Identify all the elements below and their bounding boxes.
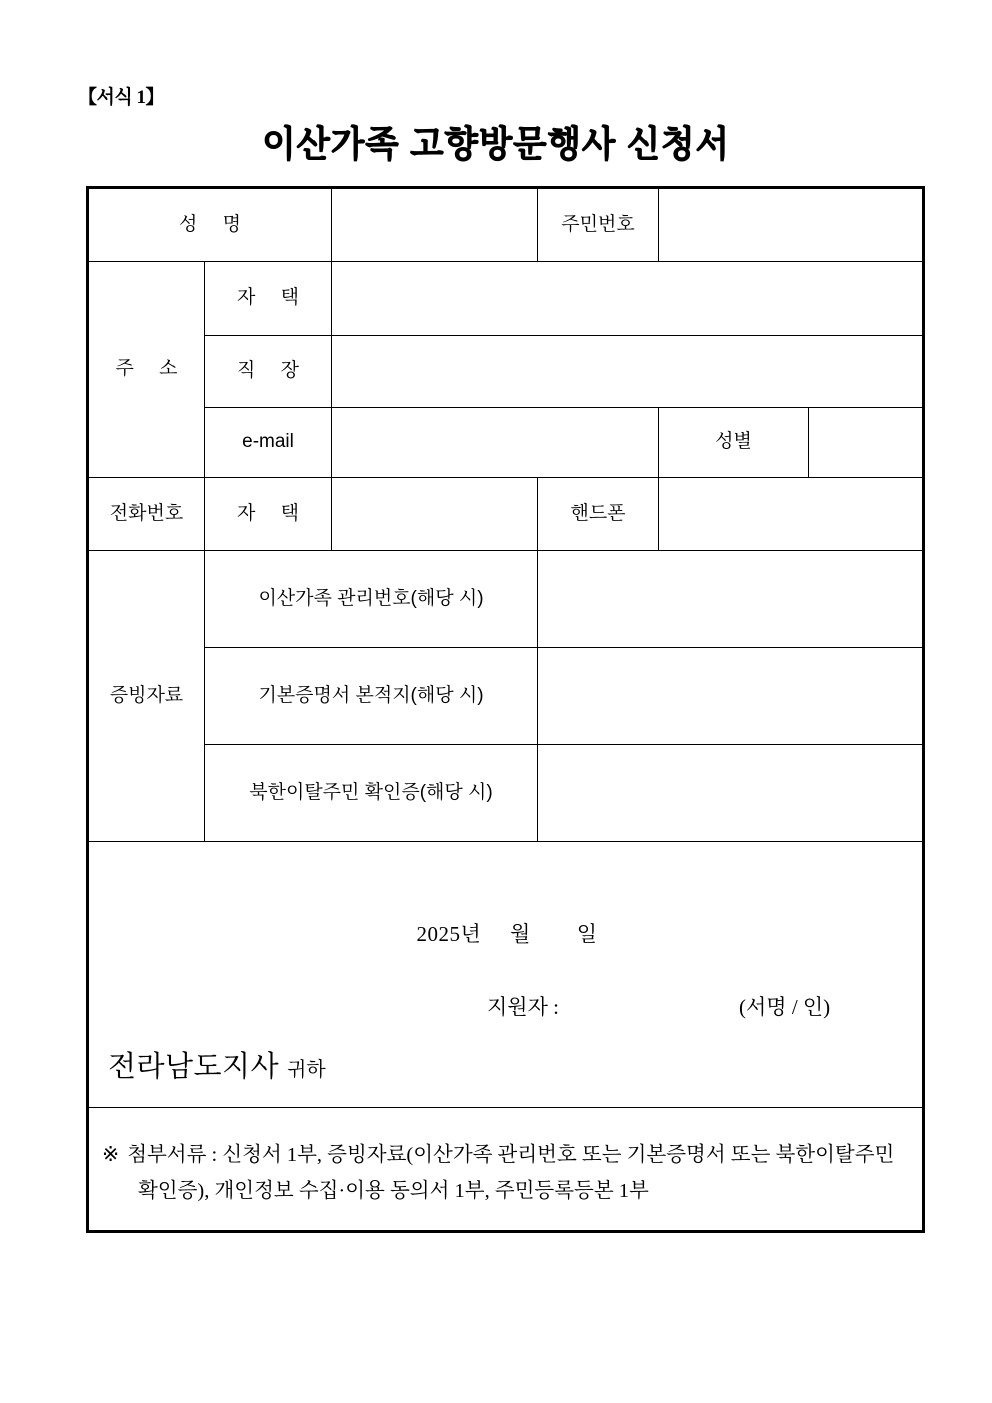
field-evidence-item-3-value[interactable] (538, 745, 924, 842)
footnote-body: 첨부서류 : 신청서 1부, 증빙자료(이산가족 관리번호 또는 기본증명서 또는 북한이탈주민 확인증), 개인정보 수집·이용 동의서 1부, 주민등록등본 1부 (127, 1143, 895, 1202)
table-row-footnote (88, 1108, 924, 1232)
field-resident-number-value[interactable] (659, 188, 924, 262)
label-address: 주 소 (88, 262, 205, 478)
label-phone: 전화번호 (88, 478, 205, 551)
label-evidence-item-2: 기본증명서 본적지(해당 시) (205, 648, 538, 745)
recipient-name: 전라남도지사 (108, 1051, 280, 1083)
field-gender-value[interactable] (809, 408, 924, 478)
table-row-email (88, 408, 924, 478)
table-row-phone (88, 478, 924, 551)
signature-block (88, 842, 924, 1108)
footnote-mark: ※ (102, 1143, 120, 1166)
table-row-signature (88, 842, 924, 1108)
label-evidence-item-3: 북한이탈주민 확인증(해당 시) (205, 745, 538, 842)
signature-seal-label: (서명 / 인) (739, 995, 831, 1019)
label-gender: 성별 (659, 408, 809, 478)
label-resident-number: 주민번호 (538, 188, 659, 262)
label-evidence: 증빙자료 (88, 551, 205, 842)
applicant-label: 지원자 : (487, 995, 559, 1019)
field-address-home-value[interactable] (332, 262, 924, 336)
label-name: 성 명 (88, 188, 332, 262)
label-email: e-mail (205, 408, 332, 478)
application-form-table (86, 186, 925, 1233)
label-phone-home: 자 택 (205, 478, 332, 551)
table-row-name (88, 188, 924, 262)
table-row-evidence-3 (88, 745, 924, 842)
table-row-evidence-1 (88, 551, 924, 648)
field-evidence-item-2-value[interactable] (538, 648, 924, 745)
field-email-value[interactable] (332, 408, 659, 478)
table-row-address-work (88, 336, 924, 408)
label-address-home: 자 택 (205, 262, 332, 336)
field-name-value[interactable] (332, 188, 538, 262)
field-phone-mobile-value[interactable] (659, 478, 924, 551)
footnote-cell (88, 1108, 924, 1232)
label-evidence-item-1: 이산가족 관리번호(해당 시) (205, 551, 538, 648)
table-row-evidence-2 (88, 648, 924, 745)
field-phone-home-value[interactable] (332, 478, 538, 551)
label-phone-mobile: 핸드폰 (538, 478, 659, 551)
recipient-line (108, 1050, 326, 1085)
field-evidence-item-1-value[interactable] (538, 551, 924, 648)
label-address-work: 직 장 (205, 336, 332, 408)
form-number-tag: 【서식 1】 (78, 87, 164, 108)
page-title: 이산가족 고향방문행사 신청서 (262, 123, 730, 164)
recipient-honorific: 귀하 (287, 1059, 326, 1081)
footnote-text (89, 1130, 922, 1209)
signature-date-line[interactable]: 2025년 월 일 (416, 922, 598, 946)
field-address-work-value[interactable] (332, 336, 924, 408)
table-row-address-home (88, 262, 924, 336)
